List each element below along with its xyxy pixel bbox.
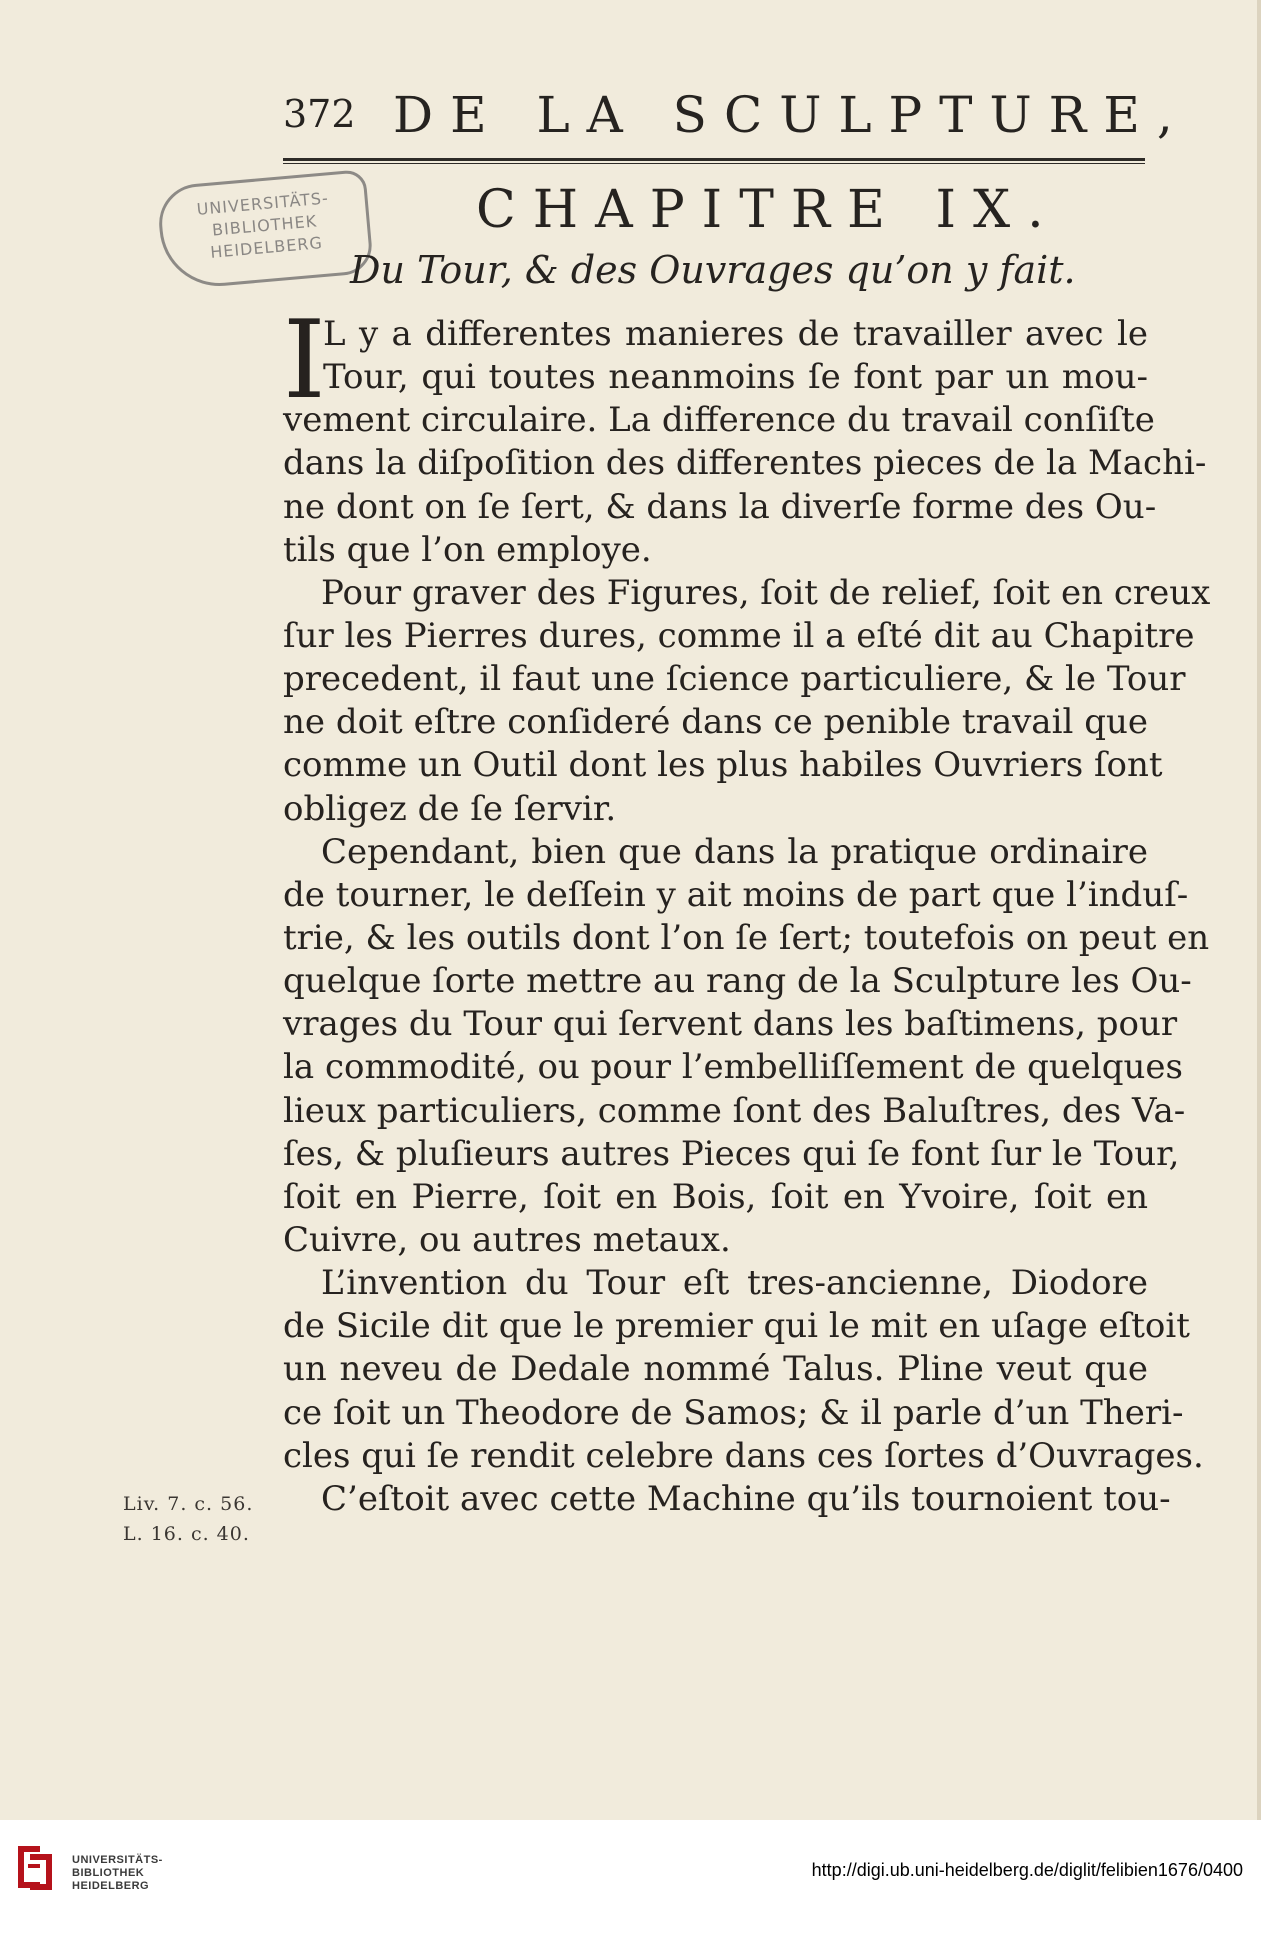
text-line: C’eſtoit avec cette Machine qu’ils tournoient tou-: [321, 1478, 1171, 1519]
text-line: tils que l’on employe.: [283, 529, 652, 570]
header-rule-thin: [283, 163, 1145, 164]
text-line: ne doit eſtre conſideré dans ce penible travail que: [283, 702, 1148, 743]
chapter-subtitle: Du Tour, & des Ouvrages qu’on y fait.: [350, 248, 1076, 292]
text-line: obligez de ſe ſervir.: [283, 788, 617, 829]
text-line: Cuivre, ou autres metaux.: [283, 1219, 731, 1260]
text-line: L’invention du Tour eſt tres-ancienne, Diodore: [321, 1263, 1148, 1304]
text-line: ſur les Pierres dures, comme il a eſté dit au Chapitre: [283, 615, 1195, 656]
drop-cap: I: [283, 298, 326, 423]
library-logo-icon: [10, 1840, 60, 1896]
stamp-line: BIBLIOTHEK: [211, 211, 318, 240]
logo-line: BIBLIOTHEK: [72, 1867, 145, 1879]
text-line: Tour, qui toutes neanmoins ſe font par un mou-: [323, 357, 1148, 398]
logo-line: HEIDELBERG: [72, 1880, 150, 1892]
stamp-line: UNIVERSITÄTS-: [195, 188, 330, 219]
text-line: la commodité, ou pour l’embelliſſement de quelques: [283, 1047, 1183, 1088]
text-line: L y a differentes manieres de travailler avec le: [323, 314, 1148, 354]
footer-bar: [0, 1820, 1261, 1939]
library-stamp: [156, 169, 374, 291]
text-line: ce ſoit un Theodore de Samos; & il parle d’un Theri-: [283, 1392, 1184, 1433]
chapter-heading: CHAPITRE IX.: [476, 180, 1061, 240]
text-line: Cependant, bien que dans la pratique ordinaire: [321, 831, 1148, 872]
text-line: ſes, & pluſieurs autres Pieces qui ſe font ſur le Tour,: [283, 1133, 1180, 1174]
text-line: vement circulaire. La difference du travail conſiſte: [283, 400, 1155, 441]
running-header: [283, 86, 1190, 146]
text-line: cles qui ſe rendit celebre dans ces ſortes d’Ouvrages.: [283, 1435, 1204, 1476]
margin-notes: [123, 1489, 263, 1549]
library-logo-text: [72, 1854, 163, 1893]
header-rule: [283, 158, 1145, 161]
running-title: DE LA SCULPTURE,: [393, 86, 1190, 144]
page-number: 372: [283, 92, 356, 136]
logo-line: UNIVERSITÄTS-: [72, 1854, 163, 1866]
text-line: un neveu de Dedale nommé Talus. Pline veut que: [283, 1349, 1148, 1390]
text-line: de Sicile dit que le premier qui le mit en uſage eſtoit: [283, 1306, 1190, 1347]
margin-note: Liv. 7. c. 56.: [123, 1493, 254, 1515]
text-line: lieux particuliers, comme ſont des Baluſtres, des Va-: [283, 1090, 1186, 1131]
margin-note: L. 16. c. 40.: [123, 1523, 250, 1545]
text-line: ne dont on ſe ſert, & dans la diverſe forme des Ou-: [283, 486, 1157, 527]
text-line: comme un Outil dont les plus habiles Ouvriers ſont: [283, 745, 1163, 786]
text-line: trie, & les outils dont l’on ſe ſert; toutefois on peut en: [283, 917, 1210, 958]
text-line: Pour graver des Figures, ſoit de relief, ſoit en creux: [321, 572, 1211, 613]
text-line: dans la diſpoſition des differentes pieces de la Machi-: [283, 443, 1207, 484]
body-text: [283, 298, 1211, 1521]
text-line: vrages du Tour qui ſervent dans les baſtimens, pour: [283, 1004, 1178, 1045]
text-line: quelque ſorte mettre au rang de la Sculpture les Ou-: [283, 961, 1192, 1002]
text-line: precedent, il faut une ſcience particuliere, & le Tour: [283, 659, 1186, 700]
text-line: ſoit en Pierre, ſoit en Bois, ſoit en Yvoire, ſoit en: [283, 1176, 1148, 1217]
text-line: de tourner, le deſſein y ait moins de part que l’induſ-: [283, 874, 1189, 915]
stamp-line: HEIDELBERG: [209, 233, 324, 262]
source-url-link[interactable]: http://digi.ub.uni-heidelberg.de/diglit/felibien1676/0400: [811, 1860, 1243, 1880]
